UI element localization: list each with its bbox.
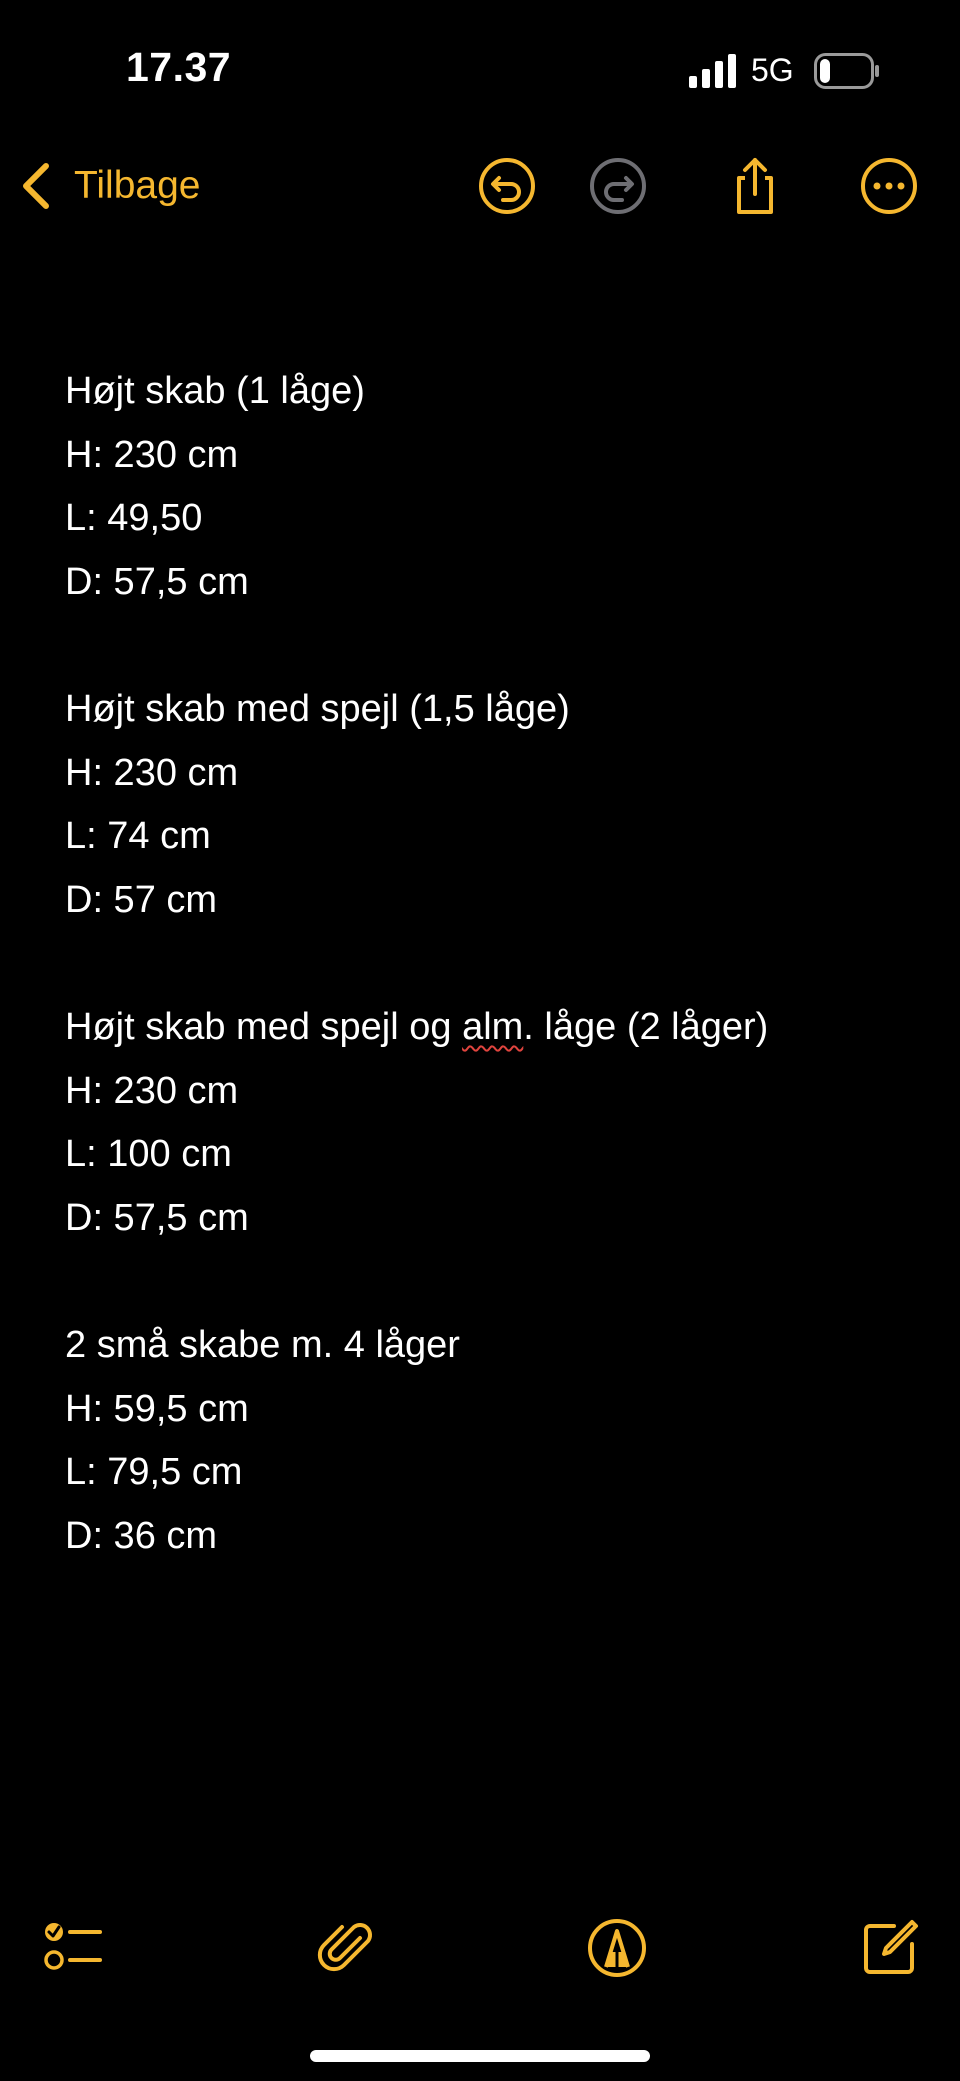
note-line: L: 74 cm xyxy=(65,815,211,858)
note-section-title: 2 små skabe m. 4 låger xyxy=(65,1323,460,1366)
note-line: H: 230 cm xyxy=(65,433,239,476)
blank-line xyxy=(65,614,925,678)
note-line: D: 36 cm xyxy=(65,1514,218,1557)
markup-icon xyxy=(585,1916,649,1980)
blank-line xyxy=(65,932,925,996)
chevron-left-icon xyxy=(18,161,58,211)
network-type: 5G xyxy=(751,52,794,88)
share-icon xyxy=(725,156,785,216)
redo-icon xyxy=(588,156,648,216)
checklist-icon xyxy=(42,1916,106,1980)
note-line: D: 57,5 cm xyxy=(65,1196,249,1239)
home-indicator[interactable] xyxy=(310,2050,650,2062)
note-line: L: 49,50 xyxy=(65,497,203,540)
note-line: H: 59,5 cm xyxy=(65,1387,249,1430)
note-line: H: 230 cm xyxy=(65,1069,239,1112)
compose-icon xyxy=(858,1916,922,1980)
more-icon xyxy=(859,156,919,216)
note-section-title xyxy=(65,996,925,1060)
redo-button[interactable] xyxy=(588,156,648,216)
note-line: L: 79,5 cm xyxy=(65,1451,243,1494)
note-line: H: 230 cm xyxy=(65,751,239,794)
title-text: . låge (2 låger) xyxy=(523,1005,769,1048)
battery-icon xyxy=(814,53,880,89)
back-label: Tilbage xyxy=(74,164,201,207)
status-bar xyxy=(0,0,960,140)
bottom-toolbar xyxy=(0,1900,960,1990)
note-section-title: Højt skab (1 låge) xyxy=(65,370,365,412)
nav-bar xyxy=(0,140,960,230)
compose-button[interactable] xyxy=(858,1916,922,1980)
cellular-signal-icon xyxy=(689,54,737,88)
markup-button[interactable] xyxy=(585,1916,649,1980)
undo-icon xyxy=(477,156,537,216)
note-line: D: 57,5 cm xyxy=(65,560,249,603)
undo-button[interactable] xyxy=(477,156,537,216)
back-button[interactable] xyxy=(18,158,200,214)
blank-line xyxy=(65,1250,925,1314)
misspelled-word[interactable]: alm xyxy=(462,1005,524,1048)
attachment-button[interactable] xyxy=(316,1916,380,1980)
note-line: L: 100 cm xyxy=(65,1133,232,1176)
share-button[interactable] xyxy=(725,156,785,216)
note-line: D: 57 cm xyxy=(65,878,218,921)
checklist-button[interactable] xyxy=(42,1916,106,1980)
note-body[interactable] xyxy=(65,360,925,1568)
title-text: Højt skab med spejl og xyxy=(65,1005,463,1048)
note-section-title: Højt skab med spejl (1,5 låge) xyxy=(65,687,570,730)
more-button[interactable] xyxy=(859,156,919,216)
status-time: 17.37 xyxy=(126,44,232,90)
attachment-icon xyxy=(316,1916,380,1980)
